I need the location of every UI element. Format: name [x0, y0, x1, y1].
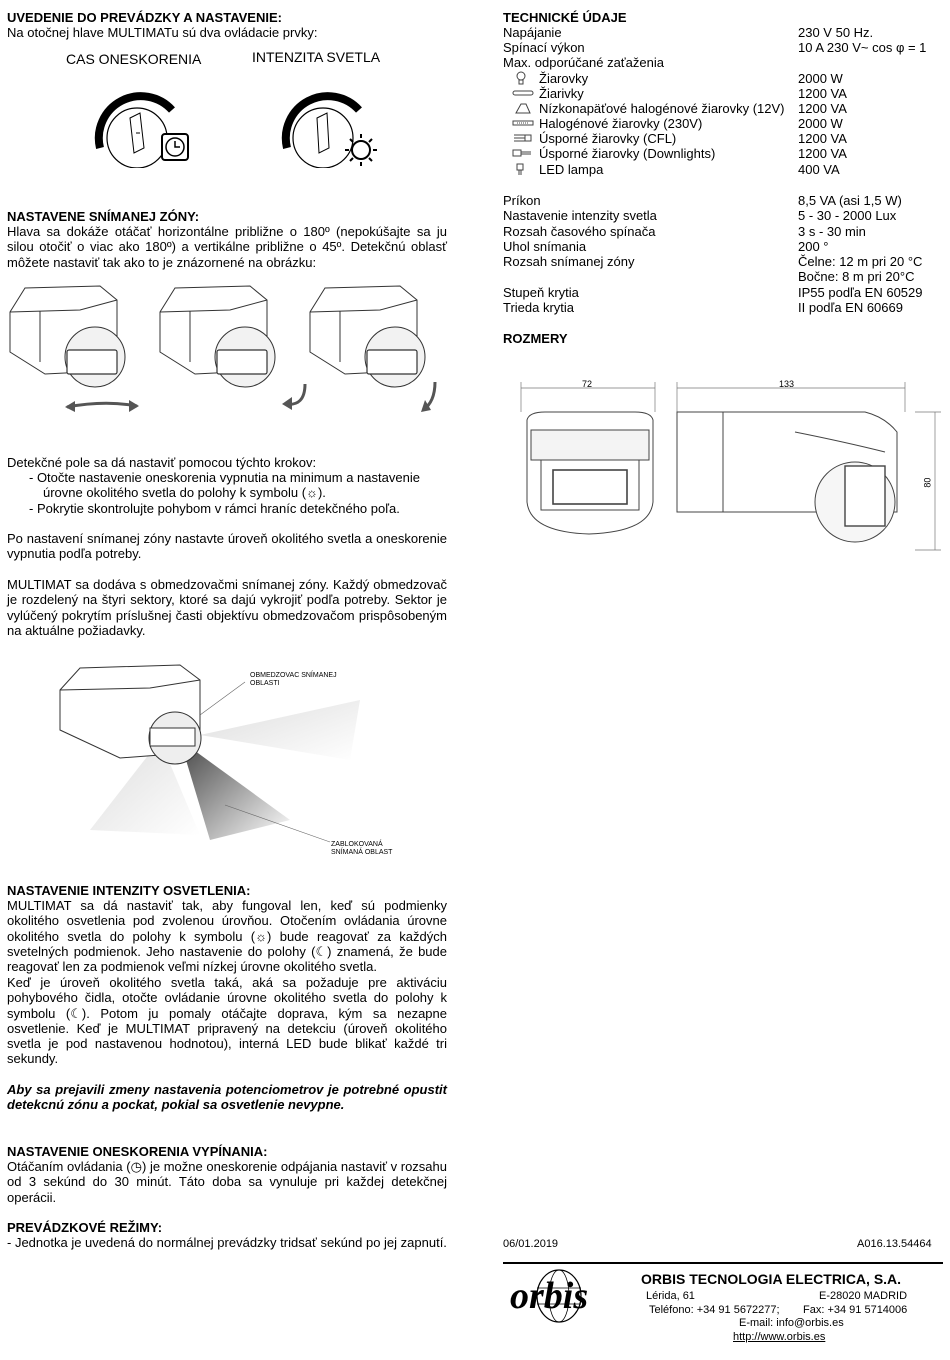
incandescent-bulb-icon — [511, 71, 535, 85]
halogen-230v-icon — [511, 116, 535, 130]
spec-row: Spínací výkon 10 A 230 V~ cos φ = 1 — [503, 40, 927, 55]
modes-text: - Jednotka je uvedená do normálnej prevádzky tridsať sekúnd po jej zapnutí. — [7, 1235, 447, 1250]
company-website-link[interactable]: http://www.orbis.es — [733, 1331, 826, 1343]
commissioning-title: UVEDENIE DO PREVÁDZKY A NASTAVENIE: — [7, 10, 282, 25]
spec-row: Trieda krytia II podľa EN 60669 — [503, 300, 903, 315]
load-row: Žiarovky 2000 W — [503, 71, 943, 86]
intensity-note: Aby sa prejavili zmeny nastavenia potenciometrov je potrebné opustit detekcnú zónu a pockat, pokial sa osvetlenie nevypne. — [7, 1082, 447, 1113]
spec-row: Rozsah časového spínača 3 s - 30 min — [503, 224, 866, 239]
clock-icon — [162, 134, 188, 160]
company-street: Lérida, 61 — [646, 1290, 695, 1302]
intensity-title: NASTAVENIE INTENZITY OSVETLENIA: — [7, 883, 251, 898]
load-row: LED lampa 400 VA — [503, 162, 943, 177]
orbis-logo: orbis — [507, 1268, 617, 1326]
document-date: 06/01.2019 — [503, 1238, 559, 1250]
intensity-knob-illustration — [265, 78, 385, 168]
tech-data-title: TECHNICKÉ ÚDAJE — [503, 10, 627, 25]
load-row: Úsporné žiarovky (CFL) 1200 VA — [503, 131, 943, 146]
dimensions-drawing — [505, 372, 945, 552]
company-phone: Teléfono: +34 91 5672277; — [649, 1304, 780, 1316]
zone-text: Hlava sa dokáže otáčať horizontálne približne o 180º (nepokúšajte sa ju silou otočiť o viac ako 180º) a vertikálne približne o 45º. Detekčnú oblasť môžete nastaviť tak ako to je znázornené na obrázku: — [7, 224, 447, 270]
spec-row: Rozsah snímanej zóny Čelne: 12 m pri 20 °C — [503, 254, 923, 269]
spec-row: Nastavenie intenzity svetla 5 - 30 - 2000 Lux — [503, 208, 897, 223]
limiter-label: OBMEDZOVAC SNÍMANEJ OBLASTI — [250, 672, 337, 687]
step-item: - Pokrytie skontrolujte pohybom v rámci hraníc detekčného poľa. — [29, 500, 400, 516]
load-row: Nízkonapäťové halogénové žiarovky (12V) 1200 VA — [503, 101, 943, 116]
delay-knob-label: CAS ONESKORENIA — [66, 51, 202, 67]
company-name: ORBIS TECNOLOGIA ELECTRICA, S.A. — [641, 1271, 902, 1287]
sensor-rotation-illustration — [5, 282, 450, 417]
spec-row: Max. odporúčané zaťaženia — [503, 55, 664, 70]
intensity-text-2: Keď je úroveň okolitého svetla taká, aká sa požaduje pre aktiváciu pohybového čidla, otočte ovládanie úrovne okolitého svetla do polohy k symbolu (☾). Potom ju pomaly otáčajte doprava, kým sa nezapne osvetlenie. Keď je MULTIMAT pripravený na detekciu (úroveň okolitého svetla je pod nastavenou hodnotou), interná LED bude blikať každé tri sekundy. — [7, 975, 447, 1067]
blocked-zone-label: ZABLOKOVANÁ SNÍMANÁ OBLAST — [331, 841, 393, 856]
downlight-icon — [511, 146, 535, 160]
spec-row: Napájanie 230 V 50 Hz. — [503, 25, 874, 40]
load-row: Halogénové žiarovky (230V) 2000 W — [503, 116, 943, 131]
load-row: Úsporné žiarovky (Downlights) 1200 VA — [503, 146, 943, 161]
paragraph-limiters: MULTIMAT sa dodáva s obmedzovačmi snímanej zóny. Každý obmedzovač je rozdelený na štyri sektory, ktoré sa dajú vykrojiť podľa potreby. Sektor je vylúčený pokrytím príslušnej časti objektívu obmedzovačom prispôsobeným na aktuálne požiadavky. — [7, 577, 447, 638]
steps-list — [7, 470, 447, 516]
document-code: A016.13.54464 — [857, 1238, 932, 1250]
intensity-text-1: MULTIMAT sa dá nastaviť tak, aby fungoval len, keď sú podmienky okolitého osvetlenia pod zvolenou úrovňou. Otočením ovládania úrovne okolitého svetla do polohy k symbolu (☼) bude reagovať za každých svetelných podmienok. Jeho nastavenie do polohy (☾) znamená, že bude reagovať len za podmienok veľmi nízkej úrovne okolitého svetla. — [7, 898, 447, 975]
delay-title: NASTAVENIE ONESKORENIA VYPÍNANIA: — [7, 1144, 268, 1159]
company-fax: Fax: +34 91 5714006 — [803, 1304, 908, 1316]
company-email[interactable]: E-mail: info@orbis.es — [739, 1317, 844, 1329]
modes-title: PREVÁDZKOVÉ REŽIMY: — [7, 1220, 163, 1235]
delay-knob-illustration — [92, 78, 202, 168]
fluorescent-tube-icon — [511, 86, 535, 100]
spec-row: Príkon 8,5 VA (asi 1,5 W) — [503, 193, 902, 208]
footer-divider — [503, 1262, 943, 1264]
side-width-dimension: 133 — [779, 379, 795, 389]
moon-icon — [271, 136, 283, 160]
zone-title: NASTAVENE SNÍMANEJ ZÓNY: — [7, 209, 200, 224]
company-city: E-28020 MADRID — [819, 1290, 908, 1302]
limiter-illustration — [50, 660, 410, 870]
delay-text: Otáčaním ovládania (◷) je možne oneskorenie odpájania nastaviť v rozsahu od 3 sekúnd do 30 minút. Táto doba sa vynuluje pri každej detekčnej operácii. — [7, 1159, 447, 1205]
load-row: Žiarivky 1200 VA — [503, 86, 943, 101]
spec-row: Bočne: 8 m pri 20°C — [798, 269, 915, 284]
height-dimension: 80 — [922, 477, 933, 488]
cfl-bulb-icon — [511, 131, 535, 145]
paragraph-after-setup: Po nastavení snímanej zóny nastavte úroveň okolitého svetla a oneskorenie vypnutia podľa potreby. — [7, 531, 447, 562]
led-lamp-icon — [511, 162, 535, 176]
step-item: - Otočte nastavenie oneskorenia vypnutia na minimum a nastavenie úrovne okolitého svetla do polohy k symbolu (☼). — [29, 470, 420, 501]
intensity-knob-label: INTENZITA SVETLA — [252, 49, 381, 65]
commissioning-intro: Na otočnej hlave MULTIMATu sú dva ovládacie prvky: — [7, 25, 318, 40]
spec-row: Uhol snímania 200 ° — [503, 239, 829, 254]
low-voltage-halogen-icon — [511, 101, 535, 115]
front-width-dimension: 72 — [582, 379, 593, 389]
spec-row: Stupeň krytia IP55 podľa EN 60529 — [503, 285, 923, 300]
steps-intro: Detekčné pole sa dá nastaviť pomocou týchto krokov: — [7, 455, 317, 470]
dimensions-title: ROZMERY — [503, 331, 568, 346]
